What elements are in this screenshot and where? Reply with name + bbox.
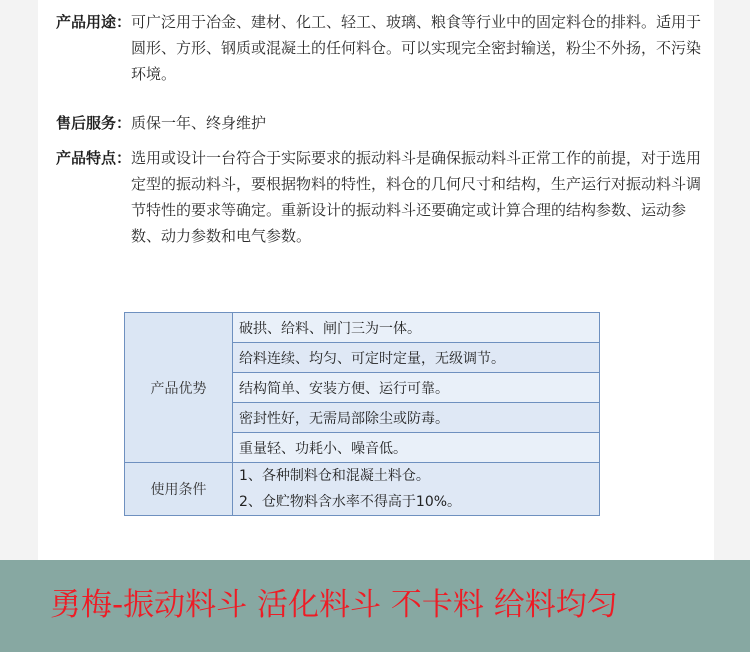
advantage-item: 破拱、给料、闸门三为一体。 — [233, 313, 600, 343]
condition-item: 2、仓贮物料含水率不得高于10%。 — [239, 494, 462, 510]
promo-banner — [0, 560, 750, 652]
spec-table — [124, 312, 600, 516]
banner-slogan: 勇梅-振动料斗 活化料斗 不卡料 给料均匀 — [50, 587, 618, 623]
after-sales-label: 售后服务： — [56, 114, 132, 132]
usage-label: 产品用途： — [56, 13, 132, 31]
advantage-item: 密封性好，无需局部除尘或防毒。 — [233, 403, 600, 433]
advantages-header: 产品优势 — [125, 313, 233, 463]
after-sales-section — [56, 110, 706, 136]
table-row — [125, 313, 600, 343]
conditions-header: 使用条件 — [125, 463, 233, 516]
features-text: 选用或设计一台符合于实际要求的振动料斗是确保振动料斗正常工作的前提，对于选用定型的振动料斗，要根据物料的特性，料仓的几何尺寸和结构，生产运行对振动料斗调节特性的要求等确定。重新设计的振动料斗还要确定或计算合理的结构参数、运动参数、动力参数和电气参数。 — [131, 149, 702, 245]
advantage-item: 重量轻、功耗小、噪音低。 — [233, 433, 600, 463]
features-section — [56, 145, 706, 249]
after-sales-text: 质保一年、终身维护 — [131, 114, 267, 132]
features-label: 产品特点： — [56, 149, 132, 167]
advantage-item: 结构简单、安装方便、运行可靠。 — [233, 373, 600, 403]
usage-section — [56, 9, 706, 87]
conditions-cell — [233, 463, 600, 516]
condition-item: 1、各种制料仓和混凝土料仓。 — [239, 468, 430, 484]
table-row — [125, 463, 600, 516]
document-page — [38, 0, 714, 652]
advantage-item: 给料连续、均匀、可定时定量，无级调节。 — [233, 343, 600, 373]
usage-text: 可广泛用于冶金、建材、化工、轻工、玻璃、粮食等行业中的固定料仓的排料。适用于圆形、方形、钢质或混凝土的任何料仓。可以实现完全密封输送，粉尘不外扬，不污染环境。 — [131, 13, 702, 83]
